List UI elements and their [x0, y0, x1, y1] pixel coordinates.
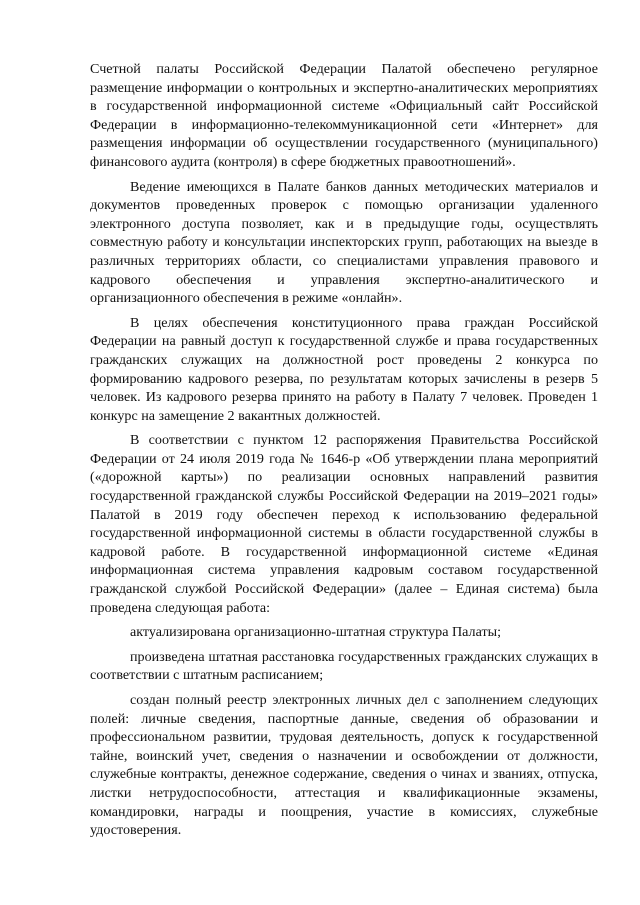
paragraph-1: Счетной палаты Российской Федерации Палатой обеспечено регулярное размещение информации о контрольных и экспертно-аналитических мероприятиях в государственной информационной системе «Официальный сайт Российской Федерации в информационно-телекоммуникационной сети «Интернет» для размещения информации об осуществлении государственного (муниципального) финансового аудита (контроля) в сфере бюджетных правоотношений».: [90, 61, 598, 170]
paragraph-6: произведена штатная расстановка государственных гражданских служащих в соответствии с штатным расписанием;: [90, 648, 598, 684]
document-body: [90, 60, 598, 846]
paragraph-4: В соответствии с пунктом 12 распоряжения Правительства Российской Федерации от 24 июля 2019 года № 1646-р «Об утверждении плана мероприятий («дорожной карты») по реализации основных направлений развития государственной гражданской службы Российской Федерации на 2019–2021 годы» Палатой в 2019 году обеспечен переход к использованию федеральной государственной информационной системы в области государственной службы в кадровой работе. В государственной информационной системе «Единая информационная система управления кадровым составом государственной гражданской службой Российской Федерации» (далее – Единая система) была проведена следующая работа:: [90, 432, 598, 616]
paragraph-7: создан полный реестр электронных личных дел с заполнением следующих полей: личные сведения, паспортные данные, сведения об образовании и профессиональном развитии, трудовая деятельность, допуск к государственной тайне, воинский учет, сведения о назначении и освобождении от должности, служебные контракты, денежное содержание, сведения о чинах и званиях, отпуска, листки нетрудоспособности, аттестация и квалификационные экзамены, командировки, награды и поощрения, участие в комиссиях, служебные удостоверения.: [90, 692, 598, 839]
paragraph-2: Ведение имеющихся в Палате банков данных методических материалов и документов проведенных проверок с помощью организации удаленного электронного доступа позволяет, как и в предыдущие годы, осуществлять совместную работу и консультации инспекторских групп, работающих на выезде в различных территориях области, со специалистами управления правового и кадрового обеспечения и управления экспертно-аналитического и организационного обеспечения в режиме «онлайн».: [90, 178, 598, 307]
paragraph-5: актуализирована организационно-штатная структура Палаты;: [130, 624, 502, 641]
paragraph-3: В целях обеспечения конституционного права граждан Российской Федерации на равный доступ к государственной службе и права государственных гражданских служащих на должностной рост проведены 2 конкурса по формированию кадрового резерва, по результатам которых зачислены в резерв 5 человек. Из кадрового резерва принято на работу в Палату 7 человек. Проведен 1 конкурс на замещение 2 вакантных должностей.: [90, 314, 598, 424]
